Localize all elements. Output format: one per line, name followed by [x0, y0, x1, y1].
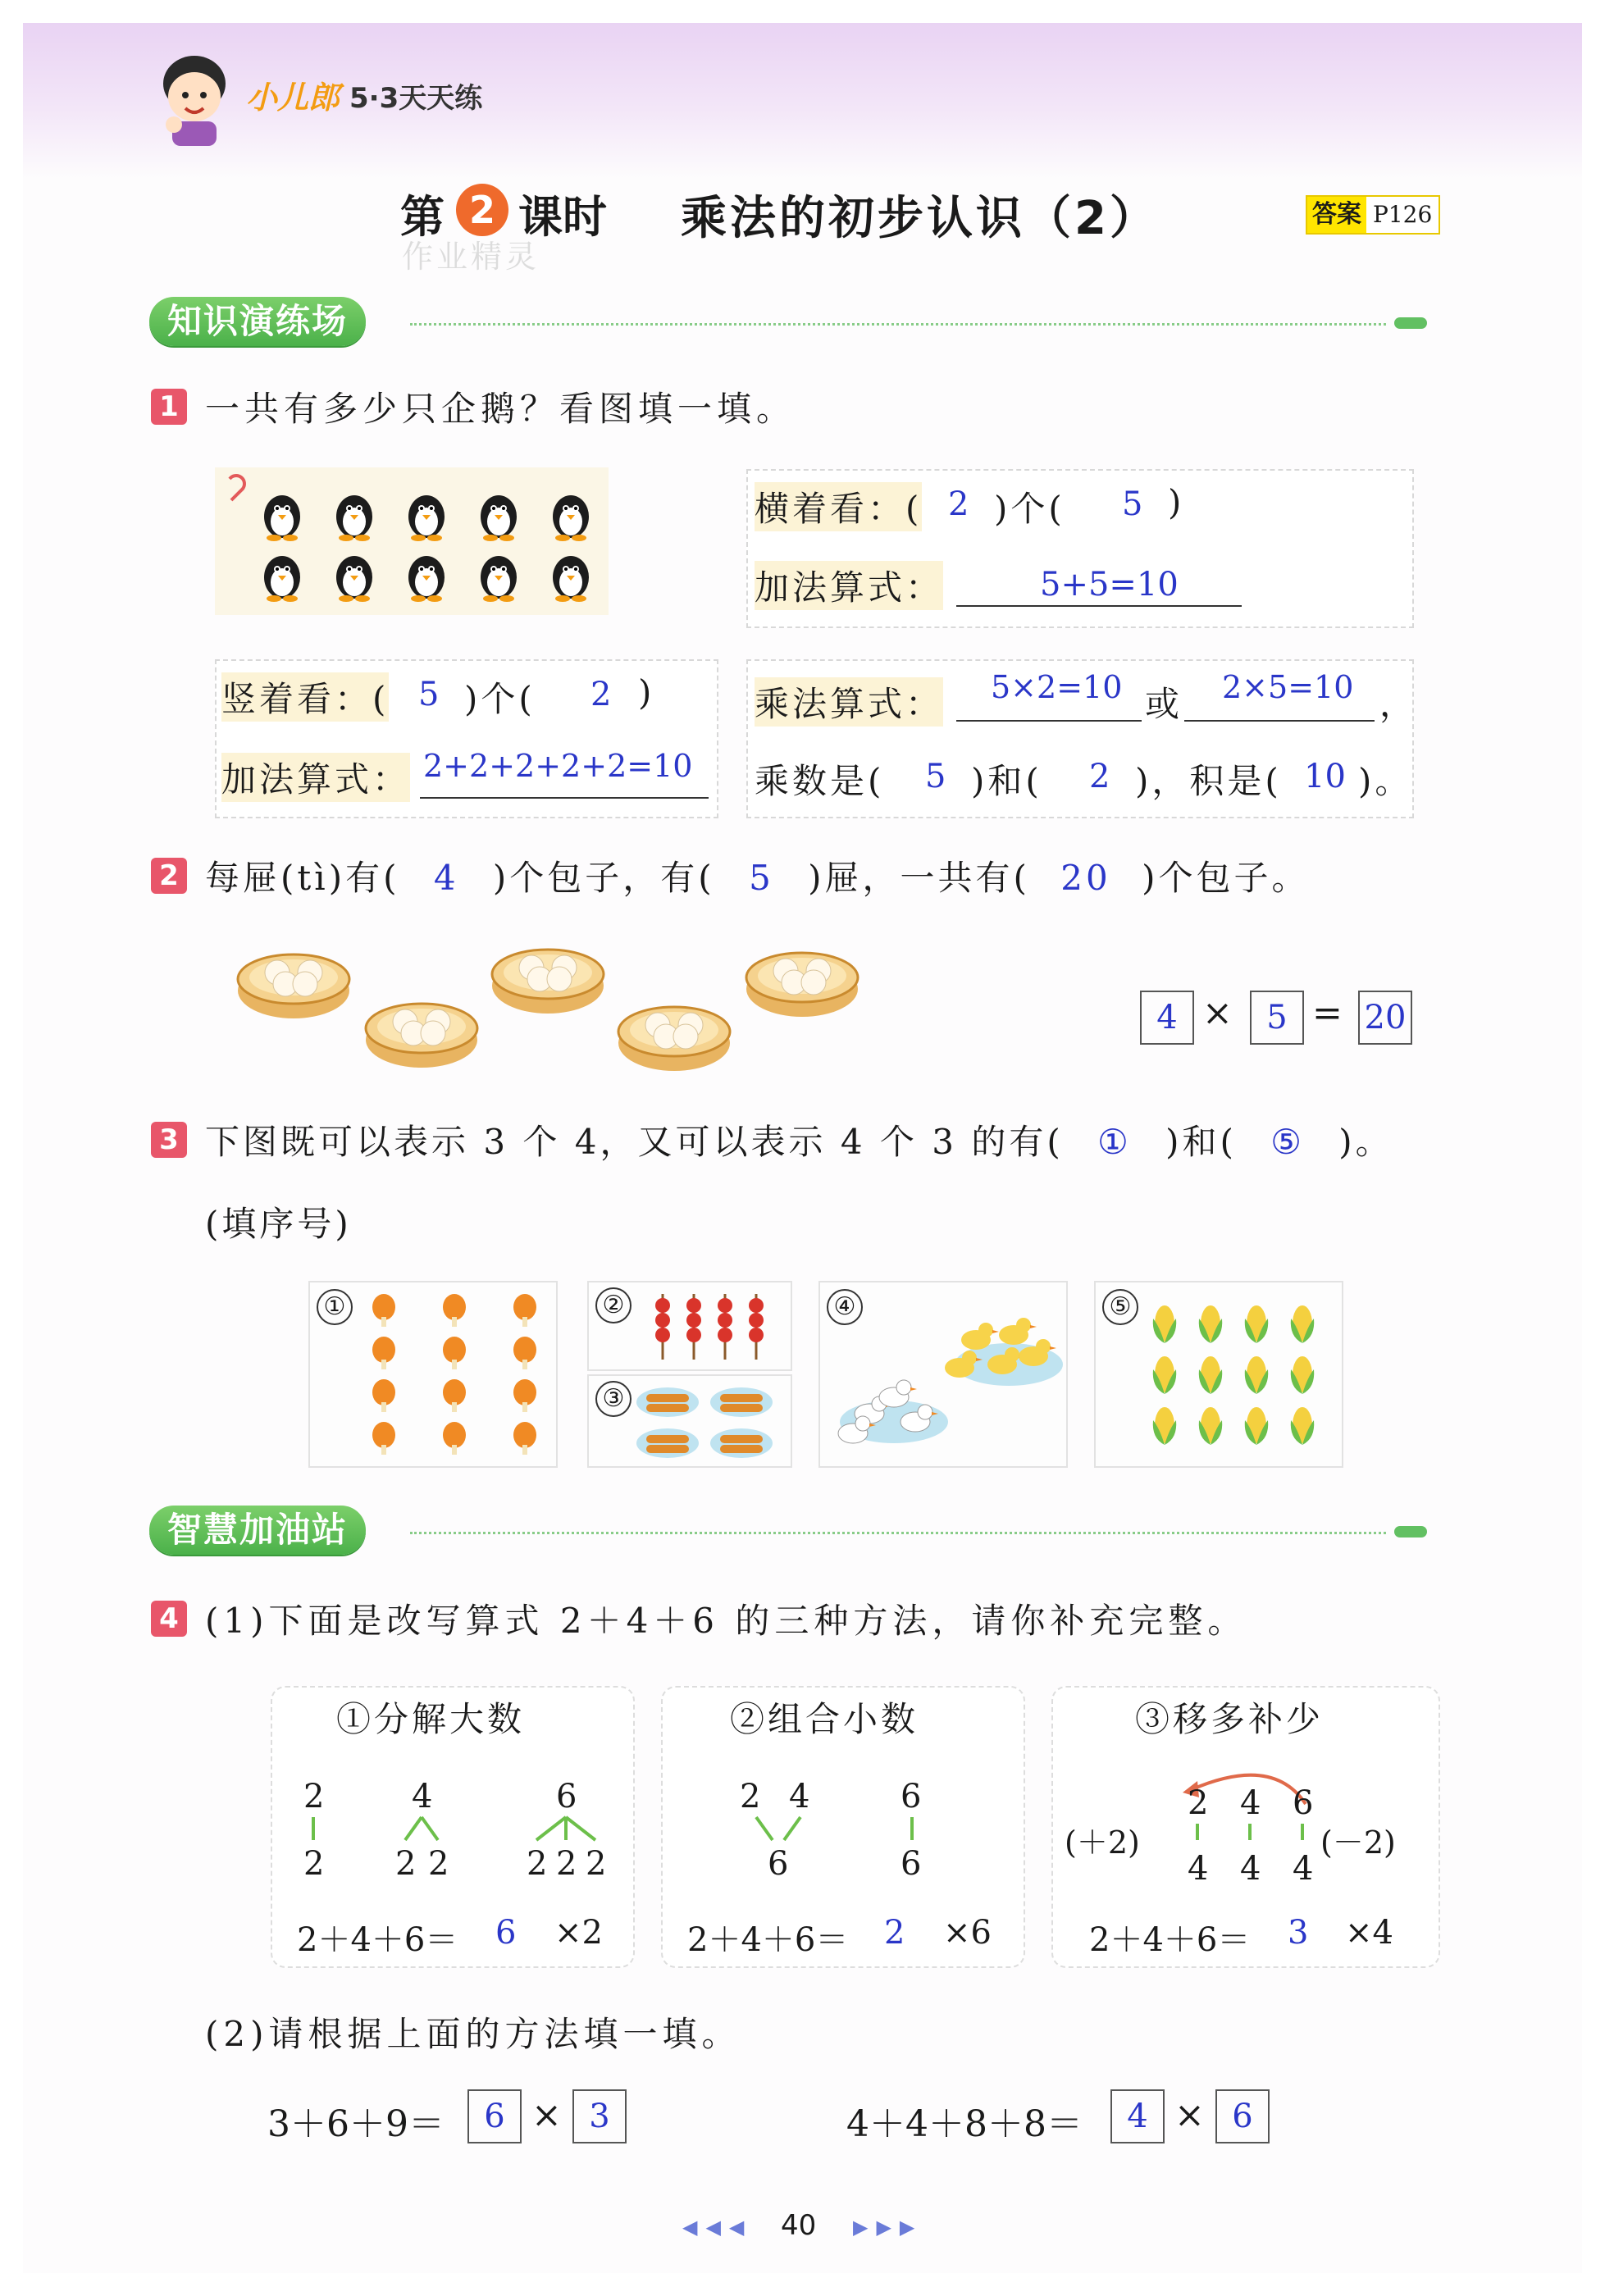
c1-bottom-1: 2: [303, 1845, 325, 1883]
factor-answer-a: 5: [925, 758, 946, 795]
section2-endcap: [1394, 1526, 1427, 1538]
footer-left-arrows: ◀◀◀: [682, 2216, 753, 2239]
c1-tail: ×2: [554, 1914, 603, 1952]
c1-bottom-2: 2: [395, 1845, 417, 1883]
mult-answer-1: 5×2=10: [991, 669, 1123, 705]
c3-top-2: 2: [1188, 1784, 1209, 1822]
c1-top-4: 4: [412, 1778, 433, 1815]
horizontal-mid: )个(: [994, 489, 1065, 529]
c3-expr: 2＋4＋6＝: [1089, 1921, 1251, 1959]
vertical-close: ): [638, 672, 652, 713]
c2-top-4: 4: [789, 1778, 810, 1815]
picture-4-label: ④: [827, 1289, 863, 1325]
product-end: )。: [1358, 761, 1413, 801]
section1-endcap: [1394, 317, 1427, 329]
q2-answer-1: 4: [433, 858, 459, 898]
vertical-answer-a: 5: [418, 676, 440, 713]
c1-answer: 6: [495, 1914, 517, 1952]
q2-times: ×: [1202, 992, 1233, 1034]
question-4-number: 4: [151, 1601, 187, 1637]
add-answer-line-vertical: [420, 797, 709, 799]
add-label-vertical: 加法算式：: [221, 753, 410, 802]
method-card-2-title: ②组合小数: [730, 1699, 919, 1739]
c1-bottom-4: 2: [527, 1845, 548, 1883]
question-3-line: [205, 1115, 1393, 1164]
factor-label: 乘数是(: [755, 761, 885, 801]
c3-right-note: (－2): [1320, 1824, 1396, 1861]
method-card-2-diagram: [661, 1755, 1022, 1886]
answer-tag: [1306, 195, 1440, 235]
c3-bottom-1: 4: [1188, 1850, 1209, 1888]
horizontal-close: ): [1168, 482, 1182, 522]
mult-comma: ，: [1379, 684, 1415, 724]
c1-top-6: 6: [556, 1778, 577, 1815]
method-card-1-diagram: [271, 1755, 632, 1886]
question-3-note: (填序号): [205, 1204, 352, 1244]
q2-equation-box-c: 20: [1358, 991, 1412, 1045]
c2-top-2: 2: [740, 1778, 761, 1815]
add-answer-vertical: 2+2+2+2+2=10: [423, 748, 693, 784]
c3-tail: ×4: [1345, 1914, 1393, 1952]
c1-bottom-3: 2: [428, 1845, 449, 1883]
answer-label: 答案: [1307, 197, 1366, 233]
q3-text-3: )。: [1338, 1122, 1393, 1162]
question-1-text: 一共有多少只企鹅？看图填一填。: [205, 389, 796, 429]
section2-divider: [410, 1532, 1386, 1534]
answer-page: P126: [1366, 197, 1439, 233]
lesson-suffix: 课时: [518, 191, 607, 243]
c3-answer: 3: [1288, 1914, 1309, 1952]
vertical-answer-b: 2: [590, 676, 612, 713]
q2-equation-box-b: 5: [1250, 991, 1304, 1045]
horizontal-label: 横着看：(: [755, 482, 922, 531]
c2-bottom-2: 6: [901, 1845, 922, 1883]
picture-5-corn: [1094, 1281, 1343, 1468]
eq1-box-b: 3: [572, 2089, 627, 2143]
series-name: 5·3天天练: [349, 82, 483, 115]
c3-top-6: 6: [1293, 1784, 1314, 1822]
eq1-box-a: 6: [467, 2089, 522, 2143]
and-label: )和(: [971, 761, 1042, 801]
penguin-picture: [215, 467, 609, 615]
q2-equation-box-a: 4: [1140, 991, 1194, 1045]
c2-bottom-1: 6: [768, 1845, 789, 1883]
eq2-box-b: 6: [1215, 2089, 1270, 2143]
q2-text-4: )个包子。: [1142, 858, 1310, 898]
c3-bottom-2: 4: [1240, 1850, 1261, 1888]
question-4-part1: (1)下面是改写算式 2＋4＋6 的三种方法，请你补充完整。: [205, 1601, 1247, 1641]
add-answer-line-horizontal: [956, 605, 1242, 607]
lesson-number-badge: 2: [456, 184, 508, 236]
product-label: )，积是(: [1135, 761, 1282, 801]
picture-2-skewers: [587, 1281, 792, 1371]
c1-expr: 2＋4＋6＝: [297, 1921, 458, 1959]
c3-bottom-3: 4: [1293, 1850, 1314, 1888]
horizontal-answer-a: 2: [948, 485, 969, 523]
picture-3-label: ③: [595, 1381, 632, 1417]
q3-text-1: 下图既可以表示 3 个 4，又可以表示 4 个 3 的有(: [205, 1122, 1064, 1162]
mult-answer-line-1: [956, 720, 1142, 722]
c2-answer: 2: [884, 1914, 905, 1952]
c1-top-2: 2: [303, 1778, 325, 1815]
add-label-horizontal: 加法算式：: [755, 561, 943, 610]
multiplication-label: 乘法算式：: [755, 677, 943, 727]
question-2-number: 2: [151, 858, 187, 894]
mult-answer-line-2: [1184, 720, 1375, 722]
eq1-times: ×: [531, 2094, 562, 2136]
c1-bottom-5: 2: [556, 1845, 577, 1883]
eq1-text: 3＋6＋9＝: [267, 2103, 445, 2145]
brand-name: 小儿郎: [246, 80, 340, 116]
horizontal-answer-b: 5: [1122, 485, 1143, 523]
picture-4-ducks: [818, 1281, 1068, 1468]
question-3-number: 3: [151, 1122, 187, 1158]
section-label-challenge: 智慧加油站: [149, 1506, 366, 1555]
q2-text-3: )屉，一共有(: [808, 858, 1030, 898]
q2-text-1: 每屉(tì)有(: [205, 858, 400, 898]
add-answer-horizontal: 5+5=10: [1040, 566, 1179, 604]
section-label-practice: 知识演练场: [149, 297, 366, 346]
c1-bottom-6: 2: [586, 1845, 607, 1883]
page-title: 乘法的初步认识（2）: [681, 192, 1159, 245]
q3-answer-2: ⑤: [1270, 1122, 1305, 1162]
picture-1-drumsticks: [308, 1281, 558, 1468]
or-word: 或: [1145, 684, 1180, 724]
q2-text-2: )个包子，有(: [492, 858, 715, 898]
eq2-times: ×: [1174, 2094, 1205, 2136]
q3-answer-1: ①: [1097, 1122, 1132, 1162]
c2-tail: ×6: [943, 1914, 992, 1952]
eq2-box-a: 4: [1110, 2089, 1165, 2143]
question-1-number: 1: [151, 389, 187, 425]
q3-text-2: )和(: [1165, 1122, 1237, 1162]
question-2-line: [205, 851, 1310, 900]
eq2-text: 4＋4＋8＋8＝: [846, 2103, 1083, 2145]
q2-answer-2: 5: [749, 858, 774, 898]
section1-divider: [410, 323, 1386, 326]
picture-1-label: ①: [317, 1289, 353, 1325]
watermark: 作业精灵: [402, 239, 540, 275]
picture-3-breads: [587, 1374, 792, 1468]
product-answer: 10: [1304, 758, 1346, 795]
vertical-label: 竖着看：(: [221, 672, 389, 722]
mascot-logo: [149, 49, 239, 148]
page-number: 40: [781, 2209, 817, 2242]
method-card-3-title: ③移多补少: [1135, 1699, 1325, 1739]
mult-answer-2: 2×5=10: [1222, 669, 1354, 705]
q2-equals: =: [1312, 992, 1343, 1034]
q2-answer-3: 20: [1060, 858, 1111, 898]
steamer-baskets-picture: [231, 922, 871, 1086]
vertical-mid: )个(: [464, 679, 536, 719]
c3-left-note: (＋2): [1065, 1824, 1140, 1861]
picture-5-label: ⑤: [1102, 1289, 1138, 1325]
picture-2-label: ②: [595, 1287, 632, 1323]
footer-right-arrows: ▶▶▶: [853, 2216, 923, 2239]
lesson-prefix: 第: [400, 191, 445, 243]
factor-answer-b: 2: [1089, 758, 1110, 795]
method-card-1-title: ①分解大数: [336, 1699, 526, 1739]
question-4-part2: (2)请根据上面的方法填一填。: [205, 2014, 741, 2054]
c2-expr: 2＋4＋6＝: [687, 1921, 849, 1959]
c2-top-6: 6: [901, 1778, 922, 1815]
c3-top-4: 4: [1240, 1784, 1261, 1822]
